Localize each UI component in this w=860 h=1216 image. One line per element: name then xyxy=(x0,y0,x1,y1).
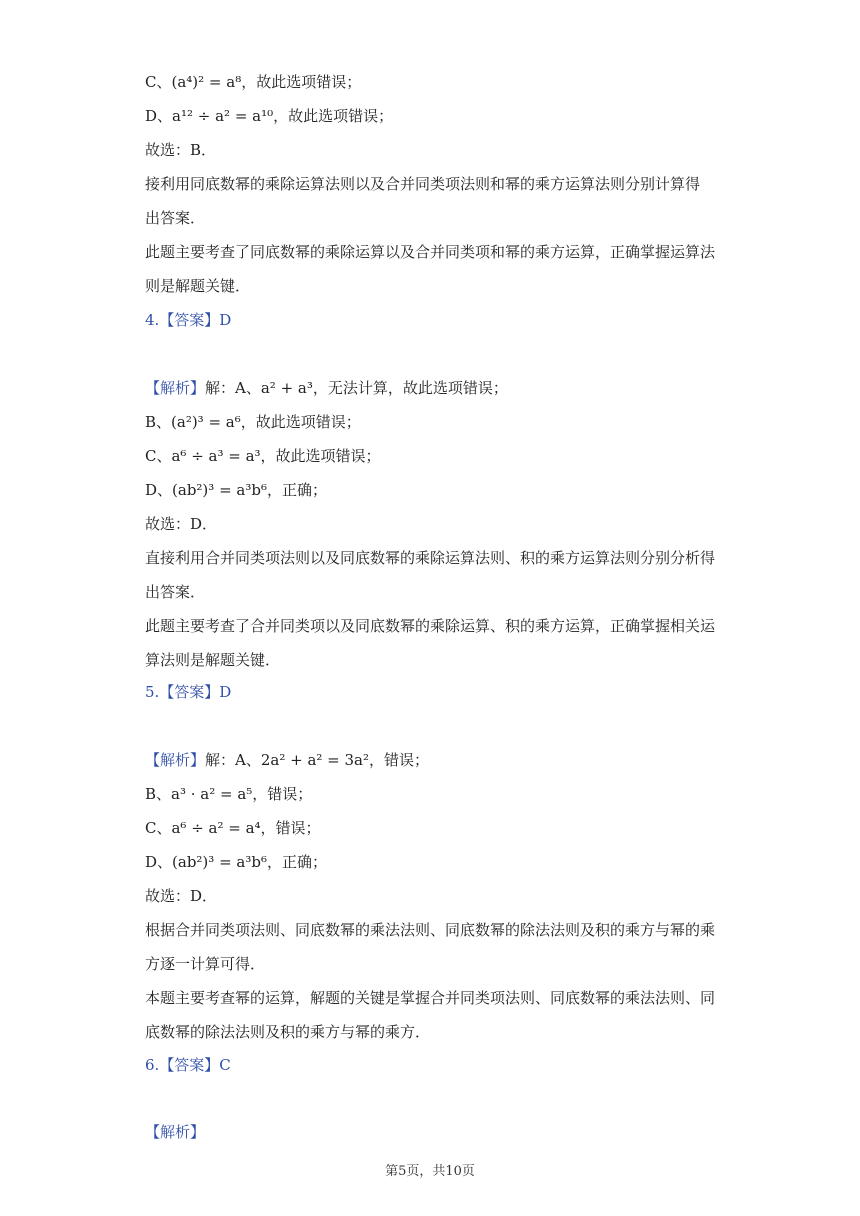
text-line: 根据合并同类项法则、同底数幂的乘法法则、同底数幂的除法法则及积的乘方与幂的乘 xyxy=(145,921,716,939)
answer-heading-q6: 6.【答案】C xyxy=(145,1056,231,1074)
text-line: B、(a²)³ = a⁶，故此选项错误； xyxy=(145,413,361,431)
text-line: 则是解题关键． xyxy=(145,277,251,295)
text-line: 算法则是解题关键． xyxy=(145,651,281,669)
text-line: 方逐一计算可得． xyxy=(145,955,266,973)
analysis-line: 【解析】解：A、2a² + a² = 3a²，错误； xyxy=(145,751,430,769)
text-line: 此题主要考查了同底数幂的乘除运算以及合并同类项和幂的乘方运算，正确掌握运算法 xyxy=(145,243,716,261)
text-line: 故选：D． xyxy=(145,887,218,905)
text-line: 此题主要考查了合并同类项以及同底数幂的乘除运算、积的乘方运算，正确掌握相关运 xyxy=(145,617,716,635)
page-footer: 第5页，共10页 xyxy=(385,1164,475,1179)
text-line: C、a⁶ ÷ a³ = a³，故此选项错误； xyxy=(145,447,381,465)
text-line: C、(a⁴)² = a⁸，故此选项错误； xyxy=(145,73,362,91)
analysis-line: 【解析】解：A、a² + a³，无法计算，故此选项错误； xyxy=(145,379,508,397)
text-line: 底数幂的除法法则及积的乘方与幂的乘方． xyxy=(145,1023,431,1041)
answer-heading-q4: 4.【答案】D xyxy=(145,311,232,329)
text-line: 故选：B． xyxy=(145,141,217,159)
text-line: 直接利用合并同类项法则以及同底数幂的乘除运算法则、积的乘方运算法则分别分析得 xyxy=(145,549,716,567)
text-line: 出答案． xyxy=(145,583,206,601)
text-line: C、a⁶ ÷ a² = a⁴，错误； xyxy=(145,819,321,837)
analysis-label: 【解析】 xyxy=(145,1123,206,1141)
analysis-tag: 【解析】 xyxy=(145,379,206,397)
text-line: D、a¹² ÷ a² = a¹⁰，故此选项错误； xyxy=(145,107,394,125)
text-line: 本题主要考查幂的运算，解题的关键是掌握合并同类项法则、同底数幂的乘法法则、同 xyxy=(145,989,716,1007)
text-line: D、(ab²)³ = a³b⁶，正确； xyxy=(145,853,327,871)
analysis-tag: 【解析】 xyxy=(145,751,206,769)
answer-heading-q5: 5.【答案】D xyxy=(145,683,232,701)
text-line: 出答案． xyxy=(145,209,206,227)
text-line: 接利用同底数幂的乘除运算法则以及合并同类项法则和幂的乘方运算法则分别计算得 xyxy=(145,175,701,193)
text-line: B、a³ · a² = a⁵，错误； xyxy=(145,785,313,803)
text-line: D、(ab²)³ = a³b⁶，正确； xyxy=(145,481,327,499)
text-line: 故选：D． xyxy=(145,515,218,533)
